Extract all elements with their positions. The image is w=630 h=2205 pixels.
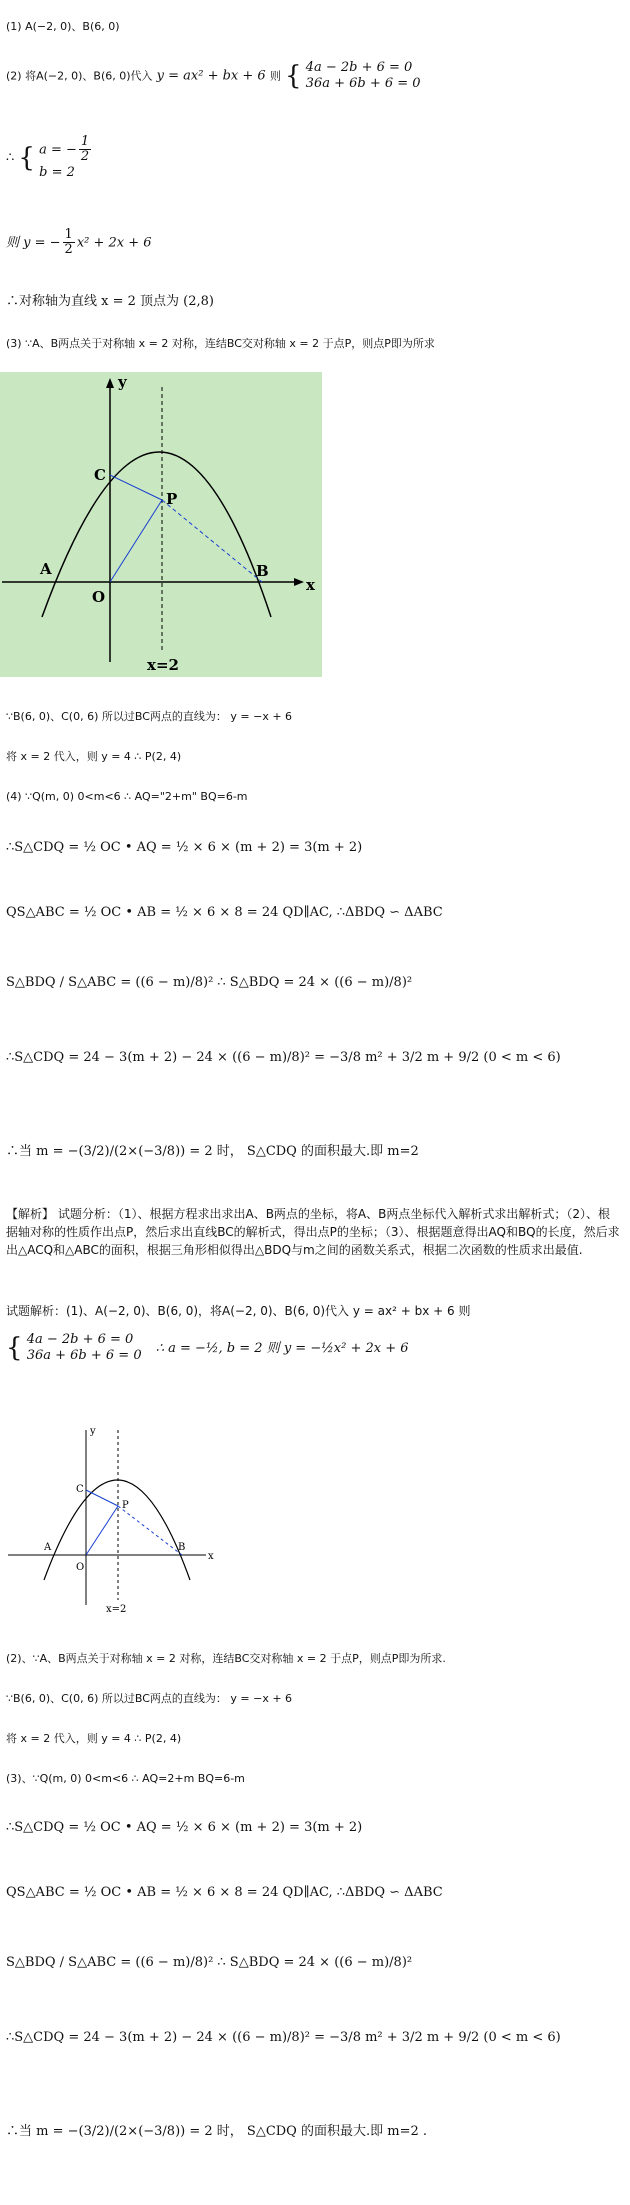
small-label-a: A xyxy=(44,1542,52,1553)
graph-label-p: P xyxy=(166,490,178,508)
sol-a-num: 1 xyxy=(80,134,90,149)
small-label-x: x xyxy=(208,1551,214,1562)
part4-similar-ratio: S△BDQ / S△ABC = ((6 − m)/8)² ∴ S△BDQ = 24 × ((6 − m)/8)² xyxy=(6,975,413,990)
part2-solution xyxy=(6,135,93,181)
result-rhs: x² + 2x + 6 xyxy=(76,235,152,251)
equation-system xyxy=(306,60,421,92)
solution-system-brace: { xyxy=(6,1333,23,1363)
part4-area-cdq: ∴S△CDQ = ½ OC • AQ = ½ × 6 × (m + 2) = 3(m + 2) xyxy=(6,840,363,855)
solution-line-bc: ∵B(6, 0)、C(0, 6) 所以过BC两点的直线为： y = −x + 6 xyxy=(6,1692,293,1705)
result-fraction xyxy=(63,228,75,258)
part1-coordinates: (1) A(−2, 0)、B(6, 0) xyxy=(6,20,120,33)
small-segment-pb xyxy=(118,1506,182,1555)
part2-then: 则 xyxy=(269,69,281,83)
part4-maximum: ∴当 m = −(3/2)/(2×(−3/8)) = 2 时， S△CDQ 的面积最大.即 m=2 xyxy=(6,1144,419,1159)
graph-label-o: O xyxy=(92,588,106,606)
solution-area-cdq: ∴S△CDQ = ½ OC • AQ = ½ × 6 × (m + 2) = 3(m + 2) xyxy=(6,1820,363,1835)
solution-part2: (2)、∵A、B两点关于对称轴 x = 2 对称，连结BC交对称轴 x = 2 于点P，则点P即为所求. xyxy=(6,1652,446,1665)
small-label-p: P xyxy=(122,1500,129,1511)
analysis-block xyxy=(6,1205,621,1259)
solution-part3: (3)、∵Q(m, 0) 0<m<6 ∴ AQ=2+m BQ=6-m xyxy=(6,1772,245,1785)
solution-eq2: 36a + 6b + 6 = 0 xyxy=(26,1348,142,1363)
axis-vertex: ∴对称轴为直线 x = 2 顶点为 (2,8) xyxy=(6,294,214,309)
sol-b: b = 2 xyxy=(39,164,75,180)
solution-point-p: 将 x = 2 代入，则 y = 4 ∴ P(2, 4) xyxy=(6,1732,182,1745)
small-label-axis: x=2 xyxy=(106,1604,127,1615)
analysis-tag: 【解析】 xyxy=(6,1207,55,1221)
graph-label-axis: x=2 xyxy=(147,656,179,674)
analysis-text: 试题分析：（1）、根据方程求出求出A、B两点的坐标，将A、B两点坐标代入解析式求出解析式；（2）、根据轴对称的性质作出点P，然后求出直线BC的解析式，得出点P的坐标；（3）、根据题意得出AQ和BQ的长度，然后求出△ACQ和△ABC的面积，根据三角形相似得出△BDQ与m之间的函数关系式，根据二次函数的性质求出最值. xyxy=(6,1207,620,1257)
system-brace: { xyxy=(284,61,302,91)
part3-point-p: 将 x = 2 代入，则 y = 4 ∴ P(2, 4) xyxy=(6,750,182,763)
equation-1: 4a − 2b + 6 = 0 xyxy=(305,60,413,75)
small-segment-cp xyxy=(86,1490,118,1506)
sol-a-fraction xyxy=(79,135,91,165)
graph-background xyxy=(0,372,322,677)
result-num: 1 xyxy=(64,227,73,242)
solution-brace: { xyxy=(18,142,35,173)
solution-area-abc: QS△ABC = ½ OC • AB = ½ × 6 × 8 = 24 QD∥AC, ∴ΔBDQ ∽ ΔABC xyxy=(6,1885,443,1900)
solution-area-expression: ∴S△CDQ = 24 − 3(m + 2) − 24 × ((6 − m)/8)² = −3/8 m² + 3/2 m + 9/2 (0 < m < 6) xyxy=(6,2030,561,2045)
small-label-b: B xyxy=(178,1542,186,1553)
result-lhs: 则 y = − xyxy=(6,235,61,251)
part2-result xyxy=(6,228,152,258)
small-parabola-graph xyxy=(6,1420,216,1620)
graph-label-y: y xyxy=(118,373,127,391)
sol-a-lhs: a = − xyxy=(39,142,77,158)
parabola-graph xyxy=(0,372,322,677)
part2-lead: (2) 将A(−2, 0)、B(6, 0)代入 xyxy=(6,69,153,83)
part2-formula: y = ax² + bx + 6 xyxy=(156,68,266,84)
therefore-symbol: ∴ xyxy=(6,150,15,166)
small-label-y: y xyxy=(90,1426,96,1437)
part3-intro: (3) ∵A、B两点关于对称轴 x = 2 对称，连结BC交对称轴 x = 2 于点P，则点P即为所求 xyxy=(6,337,435,350)
solution-result: ∴ a = −½, b = 2 则 y = −½x² + 2x + 6 xyxy=(155,1340,409,1356)
solution-system xyxy=(39,135,93,181)
sol-a-den: 2 xyxy=(80,149,90,165)
graph-label-x: x xyxy=(306,576,315,594)
solution-maximum: ∴当 m = −(3/2)/(2×(−3/8)) = 2 时， S△CDQ 的面积最大.即 m=2 . xyxy=(6,2124,427,2139)
part4-area-expression: ∴S△CDQ = 24 − 3(m + 2) − 24 × ((6 − m)/8)² = −3/8 m² + 3/2 m + 9/2 (0 < m < 6) xyxy=(6,1050,561,1065)
graph-label-b: B xyxy=(256,562,269,580)
solution-lead: 试题解析：(1)、A(−2, 0)、B(6, 0)，将A(−2, 0)、B(6, 0)代入 y = ax² + bx + 6 则 xyxy=(6,1304,471,1318)
small-label-o: O xyxy=(76,1562,85,1573)
graph-label-c: C xyxy=(94,466,106,484)
small-segment-op xyxy=(86,1506,118,1555)
result-den: 2 xyxy=(64,242,73,258)
solution-system xyxy=(6,1332,409,1364)
graph-label-a: A xyxy=(40,560,52,578)
part4-area-abc: QS△ABC = ½ OC • AB = ½ × 6 × 8 = 24 QD∥AC, ∴ΔBDQ ∽ ΔABC xyxy=(6,905,443,920)
solution-similar-ratio: S△BDQ / S△ABC = ((6 − m)/8)² ∴ S△BDQ = 24 × ((6 − m)/8)² xyxy=(6,1955,413,1970)
equation-2: 36a + 6b + 6 = 0 xyxy=(305,76,421,91)
small-parabola-curve xyxy=(44,1480,190,1580)
part2-substitution xyxy=(6,60,421,92)
part3-line-bc: ∵B(6, 0)、C(0, 6) 所以过BC两点的直线为： y = −x + 6 xyxy=(6,710,293,723)
solution-eq1: 4a − 2b + 6 = 0 xyxy=(26,1332,134,1347)
part4-intro: (4) ∵Q(m, 0) 0<m<6 ∴ AQ="2+m" BQ=6-m xyxy=(6,790,248,803)
small-label-c: C xyxy=(76,1484,84,1495)
